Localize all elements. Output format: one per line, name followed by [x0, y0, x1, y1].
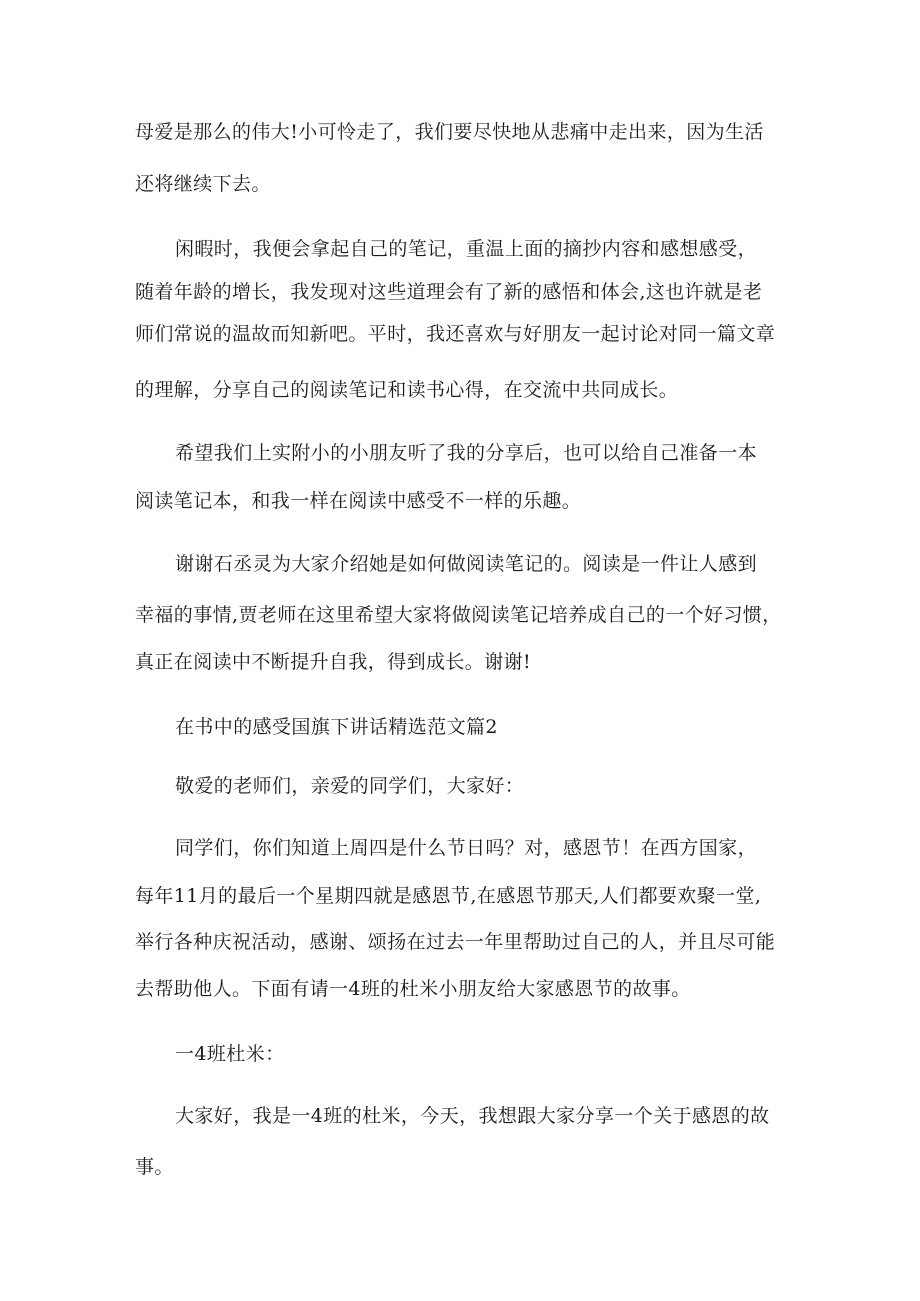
text-line: 举行各种庆祝活动，感谢、颂扬在过去一年里帮助过自己的人，并且尽可能 [135, 931, 776, 953]
text-line: 谢谢石丞灵为大家介绍她是如何做阅读笔记的。阅读是一件让人感到 [175, 553, 758, 575]
text-line: 闲暇时，我便会拿起自己的笔记，重温上面的摘抄内容和感想感受， [175, 238, 758, 260]
text-line: 母爱是那么的伟大!小可怜走了，我们要尽快地从悲痛中走出来，因为生活 [135, 121, 764, 143]
text-line: 每年11月的最后一个星期四就是感恩节,在感恩节那天,人们都要欢聚一堂, [135, 885, 762, 907]
text-line: 随着年龄的增长，我发现对这些道理会有了新的感悟和体会,这也许就是老 [135, 281, 763, 303]
text-line: 大家好，我是一4班的杜米，今天，我想跟大家分享一个关于感恩的故 [175, 1105, 770, 1127]
text-line: 还将继续下去。 [135, 173, 271, 195]
text-line: 幸福的事情,贾老师在这里希望大家将做阅读笔记培养成自己的一个好习惯， [135, 604, 782, 626]
text-line: 阅读笔记本，和我一样在阅读中感受不一样的乐趣。 [135, 490, 582, 512]
text-line: 事。 [135, 1156, 174, 1178]
text-line: 同学们，你们知道上周四是什么节日吗？对，感恩节！在西方国家， [175, 837, 758, 859]
speaker-label: 一4班杜米： [175, 1043, 285, 1065]
text-line: 去帮助他人。下面有请一4班的杜米小朋友给大家感恩节的故事。 [135, 978, 691, 1000]
text-line: 真正在阅读中不断提升自我，得到成长。谢谢! [135, 651, 532, 673]
salutation: 敬爱的老师们，亲爱的同学们，大家好： [175, 775, 525, 797]
text-line: 希望我们上实附小的小朋友听了我的分享后，也可以给自己准备一本 [175, 442, 758, 464]
text-line: 的理解，分享自己的阅读笔记和读书心得，在交流中共同成长。 [135, 379, 679, 401]
section-heading: 在书中的感受国旗下讲话精选范文篇2 [175, 716, 498, 738]
text-line: 师们常说的温故而知新吧。平时，我还喜欢与好朋友一起讨论对同一篇文章 [135, 323, 776, 345]
